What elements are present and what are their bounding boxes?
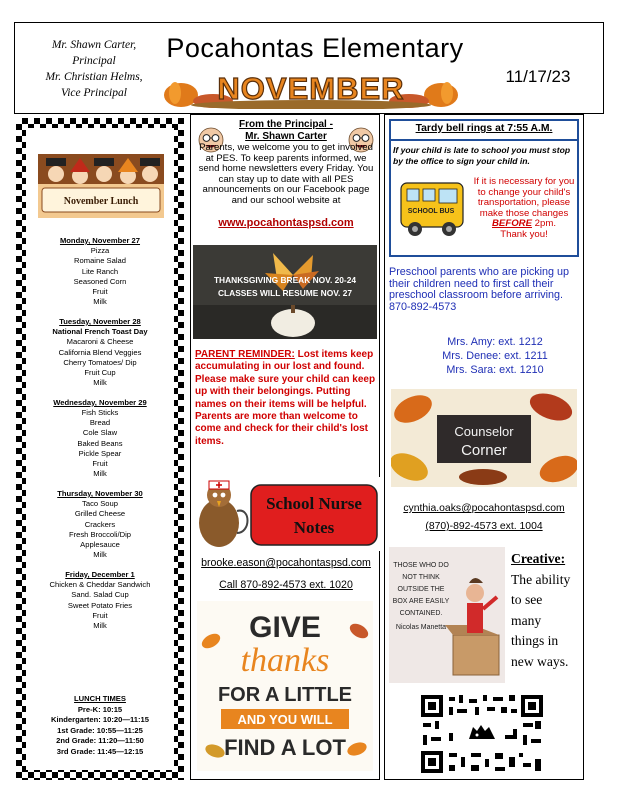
reminder-label: PARENT REMINDER: (195, 349, 295, 360)
for-a-little: FOR A LITTLE (217, 684, 353, 706)
school-bus-image (397, 173, 469, 239)
bus-label: SCHOOL BUS (407, 208, 455, 215)
nurse-banner-line-2: Notes (293, 518, 335, 537)
preschool-extensions (415, 335, 575, 377)
menu-item: Bread (89, 418, 111, 428)
think-outside-box-image (389, 547, 505, 683)
counselor-corner-banner (391, 389, 577, 487)
lunch-time-row: 1st Grade: 10:55—11:25 (57, 725, 143, 735)
issue-date: 11/17/23 (505, 67, 571, 86)
menu-item: Taco Soup (82, 499, 118, 509)
right-column (384, 114, 584, 780)
lunch-days (26, 236, 174, 641)
menu-item: Fruit Cup (84, 367, 116, 377)
nurse-banner-line-1: School Nurse (266, 494, 362, 513)
parent-reminder (195, 349, 377, 448)
menu-item: Pizza (90, 246, 110, 256)
preschool-text: Preschool parents who are picking up their children need to first call their preschool classroom before arriving. (389, 266, 570, 302)
lunch-time-row: 3rd Grade: 11:45—12:15 (56, 746, 144, 756)
lunch-day-monday (26, 236, 174, 307)
menu-item: Applesauce (80, 539, 120, 549)
lunch-day-title: Thursday, November 30 (57, 488, 143, 498)
reminder-text: Lost items keep accumulating in our lost and found. Please make sure your child can keep up with their belongings. Putting names on their items will be helpful. Parents are more than welcome to come and check for their child's lost items. (195, 349, 376, 447)
november-banner (163, 65, 459, 109)
creative-title: Creative: (511, 551, 566, 566)
lunch-day-thursday (26, 489, 174, 560)
menu-item: Milk (93, 469, 107, 479)
transport-text: If it is necessary for you to change your child's transportation, please make those changes (473, 176, 575, 219)
lunch-banner-image (38, 154, 164, 218)
lunch-menu-panel (16, 118, 184, 780)
tardy-notice (389, 119, 579, 257)
nurse-phone: Call 870-892-4573 ext. 1020 (219, 579, 353, 591)
box-quote-author: Nicolas Manetta (395, 624, 447, 631)
lunch-day-tuesday (26, 317, 174, 388)
lunch-banner-text: November Lunch (63, 196, 139, 207)
counselor-phone: (870)-892-4573 ext. 1004 (425, 521, 543, 532)
principal-message: Parents, we welcome you to get involved at PES. To keep parents informed, we send home newsletters every Friday. You can stay up to date with all PES announcements on our Facebook page and our school website at (198, 142, 374, 206)
menu-item: Cole Slaw (82, 428, 118, 438)
staff-list (29, 37, 159, 101)
extension-row: Mrs. Denee: ext. 1211 (442, 350, 548, 362)
creative-line: new ways. (511, 653, 569, 669)
menu-item: Sweet Potato Fries (67, 600, 133, 610)
box-quote-line: CONTAINED. (399, 610, 443, 617)
menu-item: Milk (93, 550, 107, 560)
menu-item: Fresh Broccoli/Dip (68, 529, 132, 539)
lunch-menu-content (26, 128, 174, 770)
creative-line: many (511, 612, 542, 628)
lunch-day-title: Monday, November 27 (59, 236, 141, 245)
middle-column (190, 114, 380, 780)
menu-item: Crackers (84, 519, 116, 529)
counselor-banner-line-2: Corner (461, 442, 507, 459)
preschool-phone: 870-892-4573 (389, 300, 457, 313)
menu-item: Grilled Cheese (74, 509, 126, 519)
lunch-day-title: Wednesday, November 29 (53, 397, 147, 407)
thanksgiving-line-2: CLASSES WILL RESUME NOV. 27 (217, 288, 353, 298)
extension-row: Mrs. Amy: ext. 1212 (447, 336, 543, 348)
lunch-day-title: Friday, December 1 (65, 569, 135, 579)
menu-item: Baked Beans (77, 438, 123, 448)
lunch-times (26, 694, 174, 758)
menu-item: Seasoned Corn (73, 276, 127, 286)
staff-line: Vice Principal (61, 87, 127, 99)
find-a-lot: FIND A LOT (224, 735, 346, 760)
principal-section-title (221, 119, 351, 143)
box-quote-line: BOX ARE EASILY (392, 598, 450, 605)
staff-line: Mr. Christian Helms, (45, 71, 143, 83)
menu-item: Fruit (92, 610, 108, 620)
principal-name: Mr. Shawn Carter (245, 131, 327, 142)
principal-heading: From the Principal - (239, 119, 333, 130)
tardy-divider (391, 139, 577, 141)
creative-line: things in (511, 633, 559, 649)
menu-item: Sand. Salad Cup (71, 590, 129, 600)
lunch-day-title: Tuesday, November 28 (59, 316, 141, 326)
newsletter-header (14, 22, 604, 114)
creative-line: to see (511, 592, 543, 608)
give-word: GIVE (249, 611, 321, 644)
counselor-email-link[interactable]: cynthia.oaks@pocahontaspsd.com (403, 503, 565, 514)
menu-item: Fruit (92, 459, 108, 469)
preschool-notice (389, 267, 583, 313)
give-thanks-image (197, 601, 373, 771)
menu-item: Fish Sticks (81, 408, 119, 418)
lunch-time-row: Kindergarten: 10:20—11:15 (51, 715, 149, 725)
menu-item: Milk (93, 620, 107, 630)
tardy-note: If your child is late to school you must stop by the office to sign your child in. (393, 145, 571, 166)
nurse-email-link[interactable]: brooke.eason@pocahontaspsd.com (201, 557, 371, 569)
creative-line: The ability (511, 571, 571, 587)
box-quote-line: NOT THINK (402, 574, 440, 581)
transport-thanks: Thank you! (500, 228, 548, 240)
thanks-word: thanks (240, 642, 330, 679)
box-quote-line: OUTSIDE THE (397, 586, 445, 593)
lunch-time-row: 2nd Grade: 11:20—11:50 (56, 736, 144, 746)
lunch-day-subtitle: National French Toast Day (52, 327, 148, 337)
transport-before: BEFORE (492, 218, 532, 230)
menu-item: California Blend Veggies (58, 347, 142, 357)
lunch-times-title: LUNCH TIMES (74, 694, 126, 703)
staff-line: Principal (72, 55, 116, 67)
menu-item: Cherry Tomatoes/ Dip (63, 357, 137, 367)
transport-change-notice (471, 177, 577, 241)
thanksgiving-line-1: THANKSGIVING BREAK NOV. 20-24 (213, 275, 357, 285)
counselor-banner-line-1: Counselor (454, 424, 514, 439)
transport-time: 2pm. (534, 218, 556, 230)
banner-month-text: NOVEMBER (217, 71, 405, 106)
qr-code-image[interactable] (419, 693, 545, 775)
lunch-time-row: Pre-K: 10:15 (77, 704, 123, 714)
menu-item: Romaine Salad (74, 256, 126, 266)
lunch-day-wednesday (26, 398, 174, 480)
menu-item: Milk (93, 297, 107, 307)
menu-item: Lite Ranch (81, 266, 119, 276)
creative-definition (511, 549, 583, 673)
school-website-link[interactable]: www.pocahontaspsd.com (218, 217, 354, 229)
box-quote-line: THOSE WHO DO (393, 562, 449, 569)
lunch-day-friday (26, 570, 174, 631)
menu-item: Milk (93, 378, 107, 388)
menu-item: Fruit (92, 287, 108, 297)
school-name: Pocahontas Elementary (166, 33, 464, 63)
and-you-will: AND YOU WILL (237, 712, 333, 727)
school-nurse-banner (193, 477, 381, 551)
thanksgiving-break-image (193, 245, 377, 339)
menu-item: Macaroni & Cheese (66, 337, 134, 347)
extension-row: Mrs. Sara: ext. 1210 (446, 364, 544, 376)
staff-line: Mr. Shawn Carter, (51, 39, 137, 51)
tardy-title: Tardy bell rings at 7:55 A.M. (415, 123, 553, 134)
menu-item: Pickle Spear (78, 448, 122, 458)
menu-item: Chicken & Cheddar Sandwich (49, 580, 151, 590)
